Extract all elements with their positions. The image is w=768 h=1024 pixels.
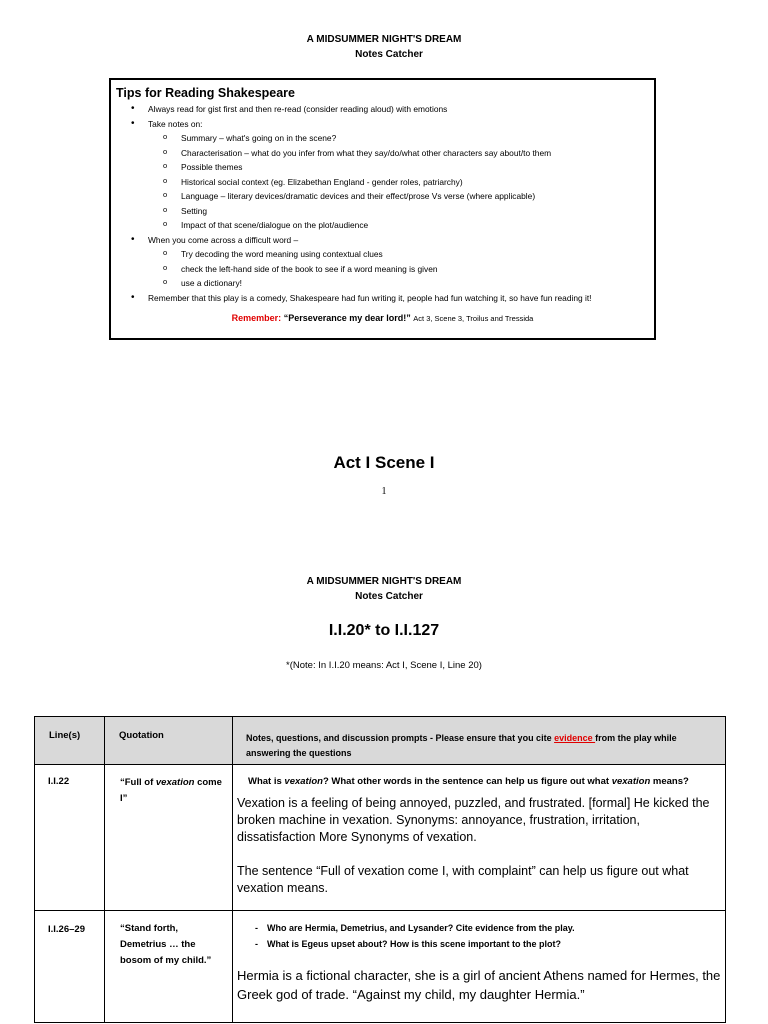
sub-item: o Historical social context (eg. Elizabethan England - gender roles, patriarchy) (148, 175, 649, 190)
sub-item: o Characterisation – what do you infer from what they say/do/what other characters say about/to them (148, 146, 649, 161)
sub-item: o Language – literary devices/dramatic devices and their effect/prose Vs verse (where applicable) (148, 189, 649, 204)
sub-item: o Try decoding the word meaning using contextual clues (148, 247, 649, 262)
tips-list (116, 102, 649, 305)
notes-catcher-label: Notes Catcher (355, 49, 423, 60)
line-range-heading: I.I.20* to I.I.127 (328, 622, 440, 639)
page-number: 1 (381, 486, 387, 497)
quote-cell: “Stand forth, Demetrius … the bosom of my child.” (105, 911, 233, 1023)
act-heading: Act I Scene I (333, 453, 435, 472)
tips-box (109, 78, 656, 340)
notes-sublist (148, 131, 649, 233)
tips-heading: Tips for Reading Shakespeare (116, 86, 295, 100)
notes-catcher-label: Notes Catcher (355, 591, 423, 602)
page2-header (0, 574, 768, 604)
sub-item: o Impact of that scene/dialogue on the plot/audience (148, 218, 649, 233)
sub-item: o Possible themes (148, 160, 649, 175)
table-row (35, 911, 726, 1023)
remember-cite: Act 3, Scene 3, Troilus and Tressida (413, 314, 534, 323)
answer-text: Hermia is a fictional character, she is a girl of ancient Athens named for Hermes, the Greek god of trade. “Against my child, my daughter Hermia.” (237, 968, 721, 1002)
prompt-item: - Who are Hermia, Demetrius, and Lysander? Cite evidence from the play. (233, 920, 725, 936)
table-header-row (35, 717, 726, 765)
answer-text: Vexation is a feeling of being annoyed, puzzled, and frustrated. [formal] He kicked the broken machine in vexation. Synonyms: annoyance, frustration, irritation, dissatisfaction More Synonyms of vexation. (237, 796, 710, 844)
quote-cell: “Full of vexation come I” (105, 765, 233, 911)
header-notes: Notes, questions, and discussion prompts - Please ensure that you cite evidence from the play while answering the questions (233, 717, 726, 765)
tip-item: • Remember that this play is a comedy, Shakespeare had fun writing it, people had fun watching it, so have fun reading it! (116, 291, 649, 306)
tip-text: When you come across a difficult word – (148, 234, 299, 245)
table-row (35, 765, 726, 911)
header-quotation: Quotation (105, 717, 233, 765)
sub-item: o Summary – what's going on in the scene? (148, 131, 649, 146)
play-title: A MIDSUMMER NIGHT'S DREAM (306, 576, 462, 587)
tip-item: • Always read for gist first and then re-read (consider reading aloud) with emotions (116, 102, 649, 117)
tip-text: Take notes on: (148, 118, 203, 129)
tip-item (116, 117, 649, 233)
word-sublist (148, 247, 649, 291)
range-note: *(Note: In I.I.20 means: Act I, Scene I, Line 20) (286, 660, 482, 671)
sub-item: o Setting (148, 204, 649, 219)
notes-cell (233, 765, 726, 911)
line-cell: I.I.26–29 (35, 911, 105, 1023)
prompt-list (233, 920, 725, 952)
notes-table (34, 716, 726, 1023)
notes-cell (233, 911, 726, 1023)
prompt-text: What is vexation? What other words in the sentence can help us figure out what vexation means? (248, 776, 689, 787)
evidence-link: evidence (554, 733, 596, 743)
line-cell: I.I.22 (35, 765, 105, 911)
play-title: A MIDSUMMER NIGHT'S DREAM (306, 34, 462, 45)
prompt-item: - What is Egeus upset about? How is this scene important to the plot? (233, 936, 725, 952)
header-lines: Line(s) (35, 717, 105, 765)
page-header (0, 32, 768, 62)
sub-item: o check the left-hand side of the book to see if a word meaning is given (148, 262, 649, 277)
answer-text: The sentence “Full of vexation come I, with complaint” can help us figure out what vexation means. (237, 864, 689, 895)
tip-item (116, 233, 649, 291)
remember-label: Remember: (231, 313, 282, 323)
sub-item: o use a dictionary! (148, 276, 649, 291)
remember-line (116, 313, 649, 323)
remember-quote: “Perseverance my dear lord!” (283, 313, 411, 323)
